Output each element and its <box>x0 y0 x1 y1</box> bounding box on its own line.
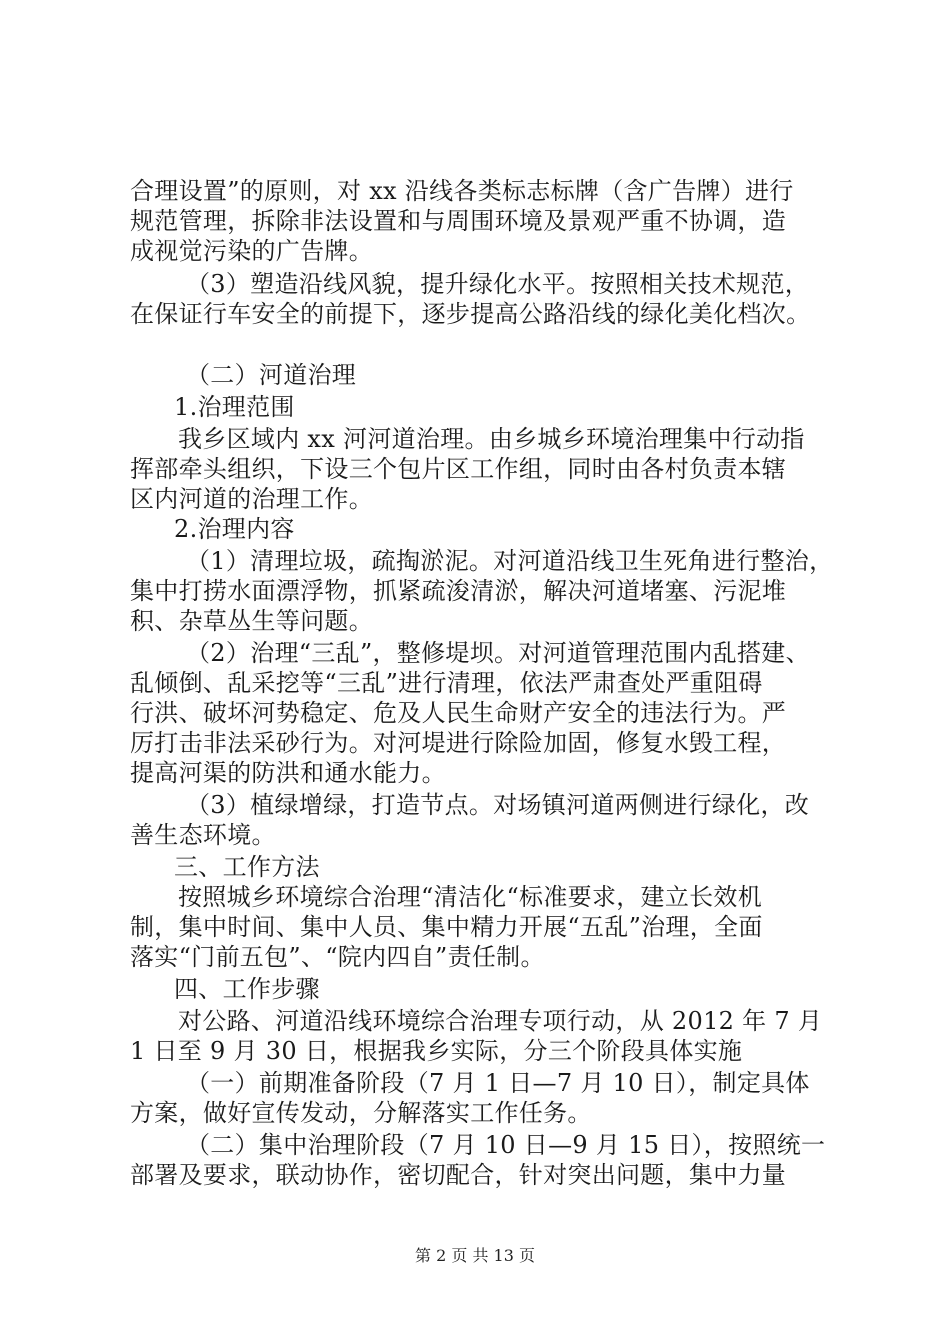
page-number-footer: 第 2 页 共 13 页 <box>415 1246 535 1265</box>
paragraph-line: 挥部牵头组织，下设三个包片区工作组，同时由各村负责本辖 <box>130 455 787 483</box>
paragraph-line: 按照城乡环境综合治理“清洁化“标准要求，建立长效机 <box>178 883 763 911</box>
paragraph-line: 我乡区域内 xx 河河道治理。由乡城乡环境治理集中行动指 <box>178 425 805 453</box>
paragraph-line: 1 日至 9 月 30 日，根据我乡实际，分三个阶段具体实施 <box>130 1037 743 1065</box>
paragraph-line: 区内河道的治理工作。 <box>130 485 373 513</box>
paragraph-line: 对公路、河道沿线环境综合治理专项行动，从 2012 年 7 月 <box>178 1007 823 1035</box>
paragraph-line: 集中打捞水面漂浮物，抓紧疏浚清淤，解决河道堵塞、污泥堆 <box>130 577 787 605</box>
paragraph-line: （2）治理“三乱”，整修堤坝。对河道管理范围内乱搭建、 <box>186 639 810 667</box>
paragraph-line: 部署及要求，联动协作，密切配合，针对突出问题，集中力量 <box>130 1161 787 1189</box>
paragraph-line: 方案，做好宣传发动，分解落实工作任务。 <box>130 1099 592 1127</box>
subsection-heading: 1.治理范围 <box>174 393 295 421</box>
paragraph-line: 制，集中时间、集中人员、集中精力开展“五乱”治理，全面 <box>130 913 763 941</box>
paragraph-line: （3）植绿增绿，打造节点。对场镇河道两侧进行绿化，改 <box>186 791 810 819</box>
paragraph-line: （一）前期准备阶段（7 月 1 日—7 月 10 日），制定具体 <box>186 1069 810 1097</box>
paragraph-line: 规范管理，拆除非法设置和与周围环境及景观严重不协调，造 <box>130 207 787 235</box>
paragraph-line: （1）清理垃圾，疏掏淤泥。对河道沿线卫生死角进行整治， <box>186 547 834 575</box>
section-heading: 四、工作步骤 <box>174 975 320 1003</box>
paragraph-line: 在保证行车安全的前提下，逐步提高公路沿线的绿化美化档次。 <box>130 300 811 328</box>
paragraph-line: 厉打击非法采砂行为。对河堤进行除险加固，修复水毁工程， <box>130 729 787 757</box>
paragraph-line: 成视觉污染的广告牌。 <box>130 237 373 265</box>
section-heading: （二）河道治理 <box>186 361 357 389</box>
paragraph-line: 落实“门前五包”、“院内四自”责任制。 <box>130 943 545 971</box>
paragraph-line: 乱倾倒、乱采挖等“三乱”进行清理，依法严肃查处严重阻碍 <box>130 669 763 697</box>
paragraph-line: 合理设置”的原则，对 xx 沿线各类标志标牌（含广告牌）进行 <box>130 177 794 205</box>
paragraph-line: （二）集中治理阶段（7 月 10 日—9 月 15 日），按照统一 <box>186 1131 826 1159</box>
paragraph-line: 善生态环境。 <box>130 821 276 849</box>
paragraph-line: 行洪、破坏河势稳定、危及人民生命财产安全的违法行为。严 <box>130 699 787 727</box>
paragraph-line: （3）塑造沿线风貌，提升绿化水平。按照相关技术规范， <box>186 270 810 298</box>
paragraph-line: 提高河渠的防洪和通水能力。 <box>130 759 446 787</box>
paragraph-line: 积、杂草丛生等问题。 <box>130 607 373 635</box>
section-heading: 三、工作方法 <box>174 853 320 881</box>
subsection-heading: 2.治理内容 <box>174 515 295 543</box>
